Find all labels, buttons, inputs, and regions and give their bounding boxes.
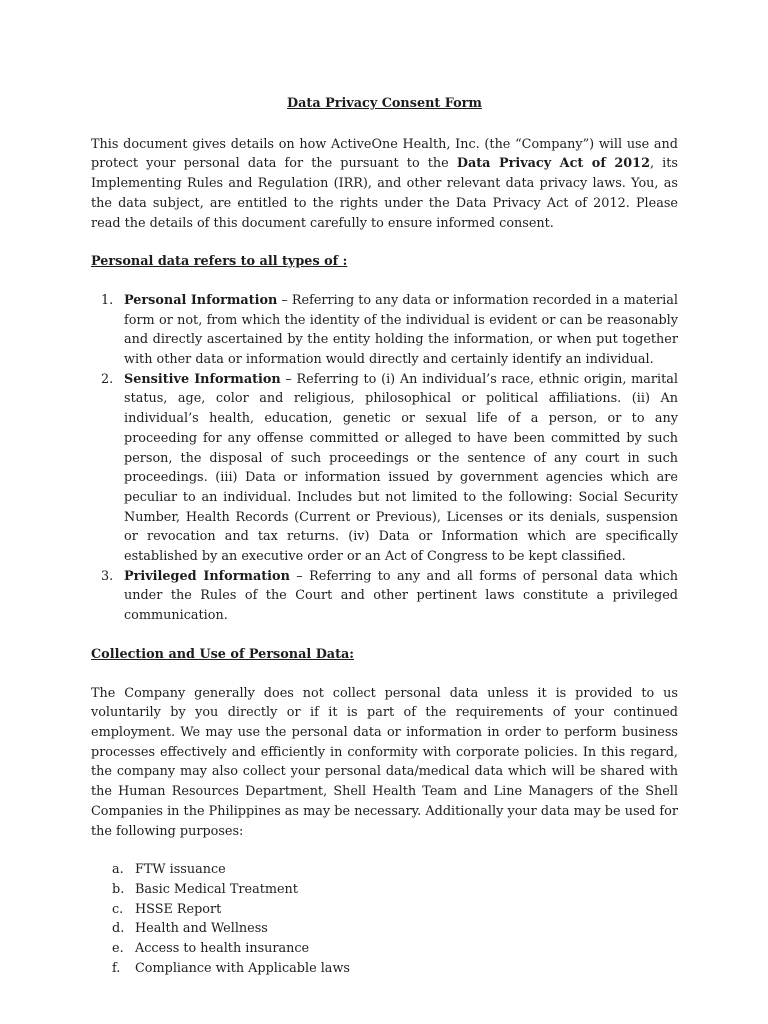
list-item <box>91 567 678 626</box>
intro-text-start: This document gives details on how ActiveOne Health, Inc. (the “Company”) will use and protect your personal data for the pursuant to the <box>91 136 678 172</box>
list-item <box>91 939 678 959</box>
list-marker: 2. <box>101 371 114 387</box>
list-item <box>91 291 678 370</box>
purpose-text: HSSE Report <box>135 901 222 917</box>
list-marker: d. <box>112 921 125 937</box>
purpose-text: FTW issuance <box>135 862 226 878</box>
list-item <box>91 959 678 979</box>
purpose-text: Compliance with Applicable laws <box>135 960 350 976</box>
data-types-list <box>91 291 678 626</box>
list-marker: c. <box>112 901 124 917</box>
list-item <box>91 880 678 900</box>
list-item <box>91 900 678 920</box>
data-type-description: – Referring to (i) An individual’s race, ethnic origin, marital status, age, color and religious, philosophical or political affiliations. (ii) An individual’s health, education, genetic or sexual life of a person, or to any proceeding for any offense committed or alleged to have been committed by such person, the disposal of such proceedings or the sentence of any court in such proceedings. (iii) Data or information issued by government agencies which are peculiar to an individual. Includes but not limited to the following: Social Security Number, Health Records (Current or Previous), Licenses or its denials, suspension or revocation and tax returns. (iv) Data or Information which are specifically established by an executive order or an Act of Congress to be kept classified. <box>124 371 678 565</box>
intro-text-end: , its Implementing Rules and Regulation (IRR), and other relevant data privacy laws. You, as the data subject, are entitled to the rights under the Data Privacy Act of 2012. Please read the details of this document carefully to ensure informed consent. <box>91 156 678 231</box>
data-type-description: – Referring to any data or information recorded in a material form or not, from which the identity of the individual is evident or can be reasonably and directly ascertained by the entity holding the information, or when put together with other data or information would directly and certainly identify an individual. <box>124 292 678 368</box>
list-marker: a. <box>112 862 124 878</box>
data-type-term: Personal Information <box>124 292 278 308</box>
collection-heading: Collection and Use of Personal Data: <box>91 646 355 662</box>
document-title: Data Privacy Consent Form <box>287 96 482 111</box>
data-type-term: Sensitive Information <box>124 371 281 387</box>
list-marker: f. <box>112 960 121 976</box>
document-page <box>91 94 678 978</box>
act-name: Data Privacy Act of 2012 <box>456 156 650 172</box>
list-marker: e. <box>112 941 124 957</box>
list-marker: 1. <box>101 292 114 308</box>
purposes-list <box>91 860 678 978</box>
collection-paragraph: The Company generally does not collect personal data unless it is provided to us voluntarily by you directly or if it is part of the requirements of your continued employment. We may use the personal data or information in order to perform business processes effectively and efficiently in conformity with corporate policies. In this regard, the company may also collect your personal data/medical data which will be shared with the Human Resources Department, Shell Health Team and Line Managers of the Shell Companies in the Philippines as may be necessary. Additionally your data may be used for the following purposes: <box>91 685 678 839</box>
purpose-text: Access to health insurance <box>135 941 310 957</box>
purpose-text: Basic Medical Treatment <box>135 881 298 897</box>
data-type-description: – Referring to any and all forms of personal data which under the Rules of the Court and other pertinent laws constitute a privileged communication. <box>124 568 678 624</box>
list-item <box>91 919 678 939</box>
intro-paragraph <box>91 135 678 234</box>
list-item <box>91 860 678 880</box>
personal-data-heading: Personal data refers to all types of : <box>91 254 348 270</box>
list-marker: b. <box>112 881 125 897</box>
list-item <box>91 370 678 567</box>
list-marker: 3. <box>101 568 114 584</box>
data-type-term: Privileged Information <box>124 568 290 584</box>
purpose-text: Health and Wellness <box>135 921 268 937</box>
